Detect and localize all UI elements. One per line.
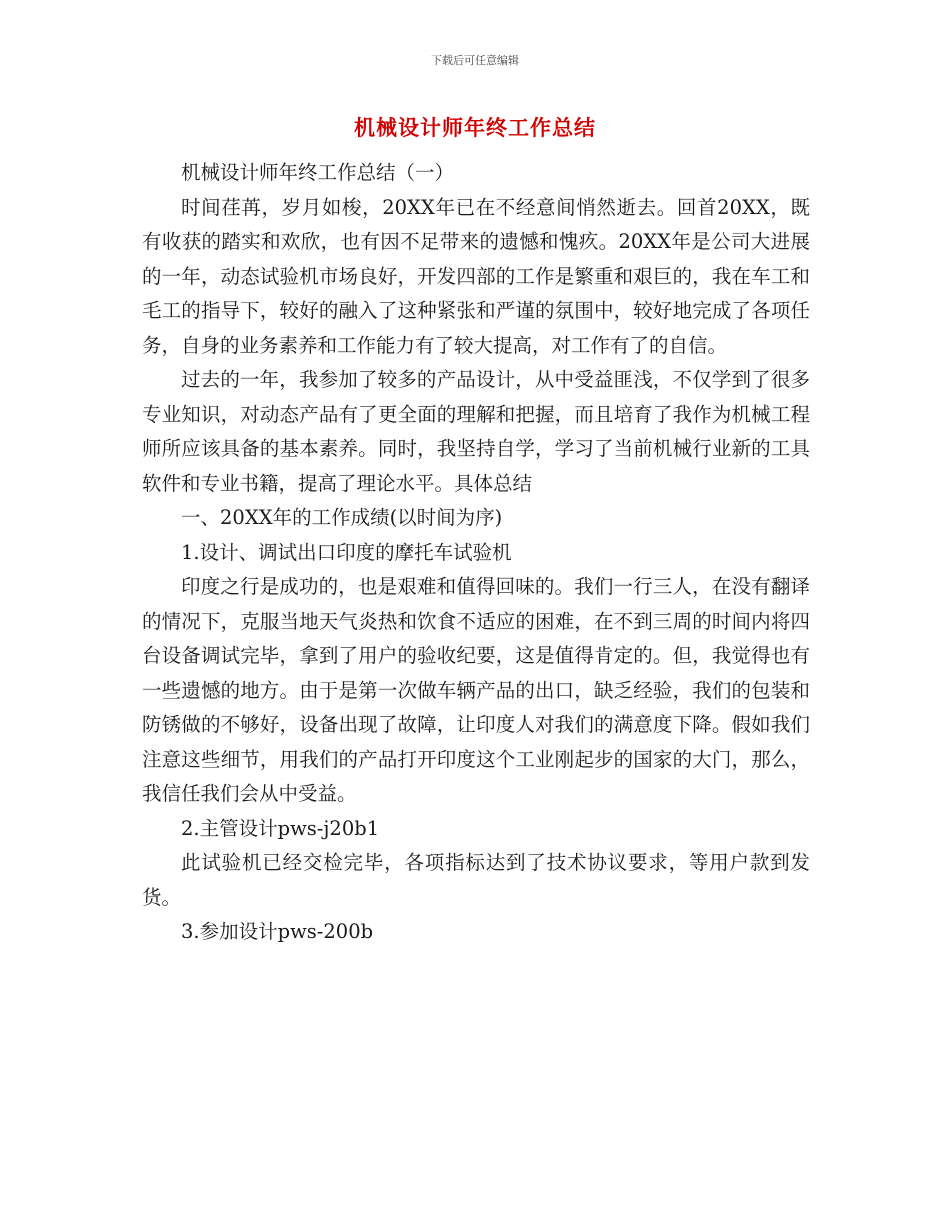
paragraph-past-year: 过去的一年，我参加了较多的产品设计，从中受益匪浅，不仅学到了很多专业知识，对动态产品有了更全面的理解和把握，而且培育了我作为机械工程师所应该具备的基本素养。同时，我坚持自学，学习了当前机械行业新的工具软件和专业书籍，提高了理论水平。具体总结 [142,368,810,495]
item-heading-3: 3.参加设计pws-200b [181,920,374,943]
paragraph-india: 印度之行是成功的，也是艰难和值得回味的。我们一行三人，在没有翻译的情况下，克服当地天气炎热和饮食不适应的困难，在不到三周的时间内将四台设备调试完毕，拿到了用户的验收纪要，这是值得肯定的。但，我觉得也有一些遗憾的地方。由于是第一次做车辆产品的出口，缺乏经验，我们的包装和防锈做的不够好，设备出现了故障，让印度人对我们的满意度下降。假如我们注意这些细节，用我们的产品打开印度这个工业刚起步的国家的大门，那么，我信任我们会从中受益。 [142,575,810,805]
document-title: 机械设计师年终工作总结 [354,116,596,140]
document-body [142,156,810,950]
section-heading: 机械设计师年终工作总结（一） [181,161,455,184]
paragraph-intro: 时间荏苒，岁月如梭，20XX年已在不经意间悄然逝去。回首20XX，既有收获的踏实和欢欣，也有因不足带来的遗憾和愧疚。20XX年是公司大进展的一年，动态试验机市场良好，开发四部的工作是繁重和艰巨的，我在车工和毛工的指导下，较好的融入了这种紧张和严谨的氛围中，较好地完成了各项任务，自身的业务素养和工作能力有了较大提高，对工作有了的自信。 [142,195,810,357]
subheading-achievements: 一、20XX年的工作成绩(以时间为序) [181,506,503,529]
item-heading-1: 1.设计、调试出口印度的摩托车试验机 [181,540,512,564]
paragraph-pws-j20b1: 此试验机已经交检完毕，各项指标达到了技术协议要求，等用户款到发货。 [142,851,810,909]
header-note: 下载后可任意编辑 [431,54,519,67]
item-heading-2: 2.主管设计pws-j20b1 [181,816,380,840]
